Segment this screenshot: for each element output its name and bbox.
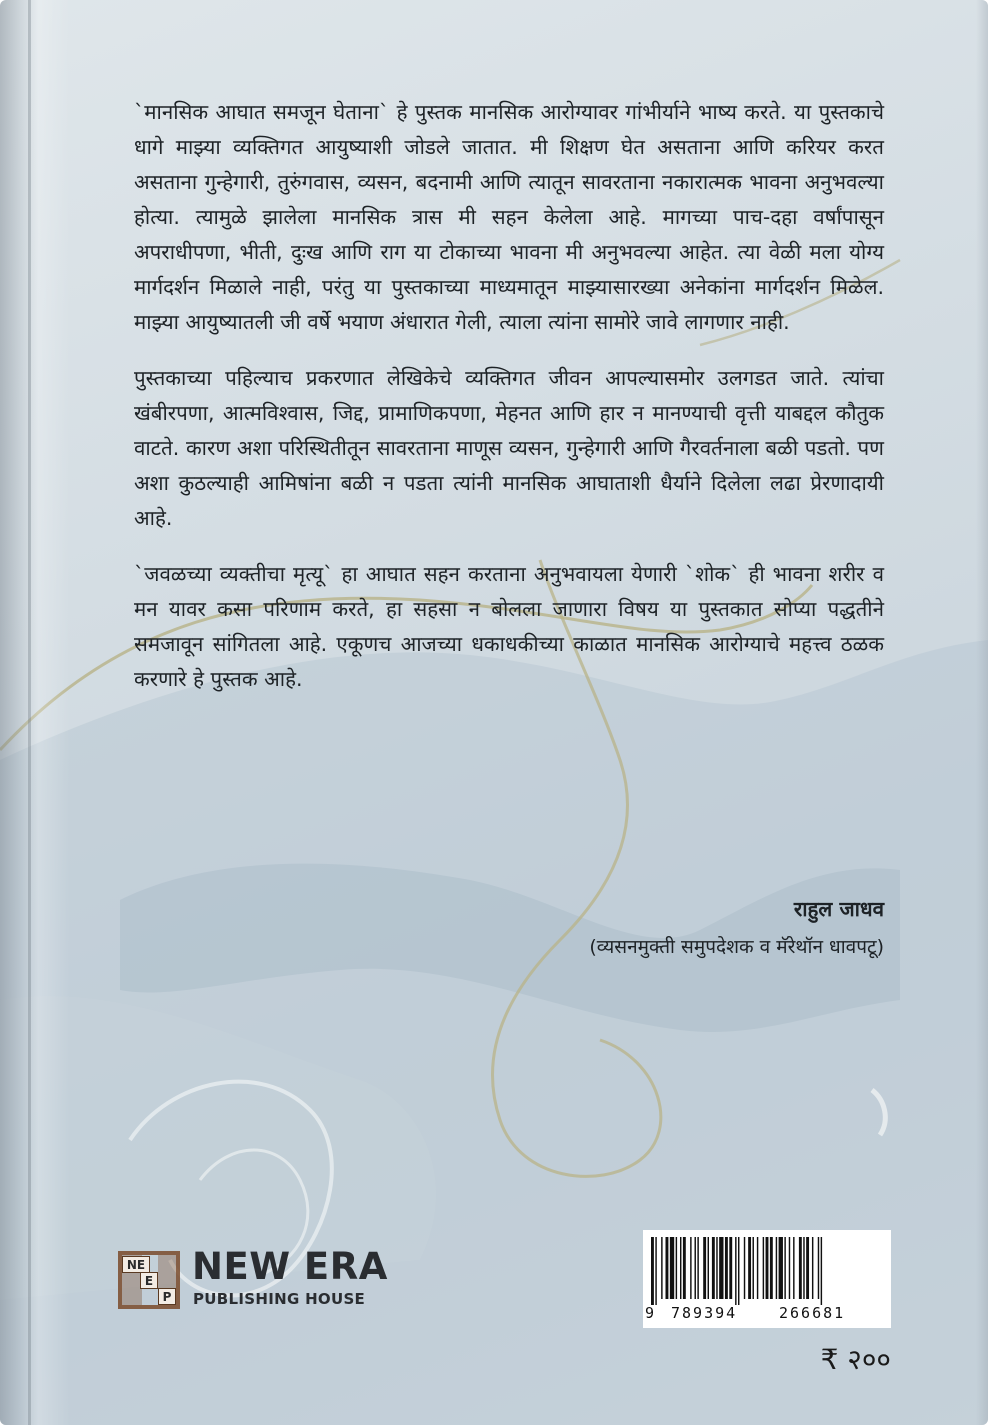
- barcode-bar: [799, 1237, 802, 1299]
- spine-shadow: [0, 0, 70, 1425]
- barcode-bar: [779, 1237, 783, 1299]
- barcode-bar: [683, 1237, 686, 1299]
- blurb-text: [134, 95, 884, 718]
- logo-letter-e: E: [140, 1272, 158, 1289]
- blurb-paragraph-2: पुस्तकाच्या पहिल्याच प्रकरणात लेखिकेचे व्यक्तिगत जीवन आपल्यासमोर उलगडत जाते. त्यांचा खंबीरपणा, आत्मविश्वास, जिद्द, प्रामाणिकपणा, मेहनत आणि हार न मानण्याची वृत्ती याबद्दल कौतुक वाटते. कारण अशा परिस्थितीतून सावरताना माणूस व्यसन, गुन्हेगारी आणि गैरवर्तनाला बळी पडतो. पण अशा कुठल्याही आमिषांना बळी न पडता त्यांनी मानसिक आघाताशी धैर्याने दिलेला लढा प्रेरणादायी आहे.: [134, 366, 884, 530]
- barcode-bar: [716, 1237, 717, 1299]
- barcode-bar: [757, 1237, 758, 1299]
- barcode-bar: [738, 1237, 739, 1305]
- logo-letters-ne: NE: [122, 1256, 150, 1273]
- isbn-left-group: 789394: [671, 1304, 738, 1322]
- barcode-bar: [725, 1237, 728, 1299]
- barcode-bar: [784, 1237, 785, 1299]
- publisher-logo-icon: [118, 1251, 180, 1309]
- barcode-bar: [766, 1237, 769, 1299]
- barcode-bar: [821, 1237, 822, 1305]
- isbn-first-digit: 9: [645, 1304, 655, 1322]
- barcode-bar: [670, 1237, 674, 1299]
- barcode-bar: [803, 1237, 804, 1299]
- reviewer-signature: [589, 893, 884, 965]
- logo-letter-p: P: [158, 1288, 176, 1305]
- barcode-bar: [793, 1237, 794, 1299]
- barcode-bar: [697, 1237, 698, 1299]
- barcode-bar: [708, 1237, 709, 1299]
- barcode-bar: [818, 1237, 819, 1299]
- barcode-bar: [744, 1237, 745, 1299]
- reviewer-name: राहुल जाधव: [793, 897, 884, 921]
- isbn-barcode: [643, 1230, 891, 1328]
- barcode-bar: [789, 1237, 790, 1299]
- barcode-bar: [655, 1237, 656, 1305]
- blurb-paragraph-1: `मानसिक आघात समजून घेताना` हे पुस्तक मानसिक आरोग्यावर गांभीर्याने भाष्य करते. या पुस्तकाचे धागे माझ्या व्यक्तिगत आयुष्याशी जोडले जातात. मी शिक्षण घेत असताना आणि करियर करत असताना गुन्हेगारी, तुरुंगवास, व्यसन, बदनामी आणि त्यातून सावरताना नकारात्मक भावना अनुभवल्या होत्या. त्यामुळे झालेला मानसिक त्रास मी सहन केलेला आहे. मागच्या पाच-दहा वर्षांपासून अपराधीपणा, भीती, दुःख आणि राग या टोकाच्या भावना मी अनुभवल्या आहेत. त्या वेळी मला योग्य मार्गदर्शन मिळाले नाही, परंतु या पुस्तकाच्या माध्यमातून माझ्यासारख्या अनेकांना मार्गदर्शन मिळेल. माझ्या आयुष्यातली जी वर्षे भयाण अंधारात गेली, त्याला त्यांना सामोरे जावे लागणार नाही.: [134, 100, 884, 334]
- barcode-bar: [666, 1237, 669, 1299]
- barcode-bar: [695, 1237, 696, 1299]
- barcode-bar: [651, 1237, 654, 1305]
- barcode-bar: [676, 1237, 677, 1299]
- barcode-bars: [651, 1237, 883, 1305]
- price-label: ₹ २००: [820, 1343, 891, 1376]
- barcode-bar: [712, 1237, 715, 1299]
- barcode-bar: [748, 1237, 751, 1299]
- isbn-number: [643, 1304, 891, 1326]
- barcode-bar: [703, 1237, 706, 1299]
- barcode-bar: [735, 1237, 736, 1305]
- barcode-bar: [753, 1237, 754, 1299]
- barcode-bar: [661, 1237, 662, 1299]
- barcode-bar: [680, 1237, 681, 1299]
- isbn-right-group: 266681: [779, 1304, 846, 1322]
- barcode-bar: [806, 1237, 809, 1299]
- barcode-bar: [776, 1237, 777, 1299]
- reviewer-role: (व्यसनमुक्ती समुपदेशक व मॅरेथॉन धावपटू): [589, 936, 884, 958]
- barcode-bar: [812, 1237, 813, 1299]
- cover-edge: [976, 0, 988, 1425]
- barcode-bar: [729, 1237, 732, 1299]
- barcode-bar: [770, 1237, 773, 1299]
- barcode-bar: [690, 1237, 691, 1299]
- barcode-bar: [763, 1237, 764, 1299]
- spine-crease: [28, 0, 31, 1425]
- blurb-paragraph-3: `जवळच्या व्यक्तीचा मृत्यू` हा आघात सहन करताना अनुभवायला येणारी `शोक` ही भावना शरीर व मन यावर कसा परिणाम करते, हा सहसा न बोलला जाणारा विषय या पुस्तकात सोप्या पद्धतीने समजावून सांगितला आहे. एकूणच आजच्या धकाधकीच्या काळात मानसिक आरोग्याचे महत्त्व ठळक करणारे हे पुस्तक आहे.: [134, 562, 884, 691]
- publisher-name: NEW ERA: [192, 1245, 388, 1288]
- publisher-subtitle: PUBLISHING HOUSE: [193, 1290, 366, 1308]
- barcode-bar: [719, 1237, 723, 1299]
